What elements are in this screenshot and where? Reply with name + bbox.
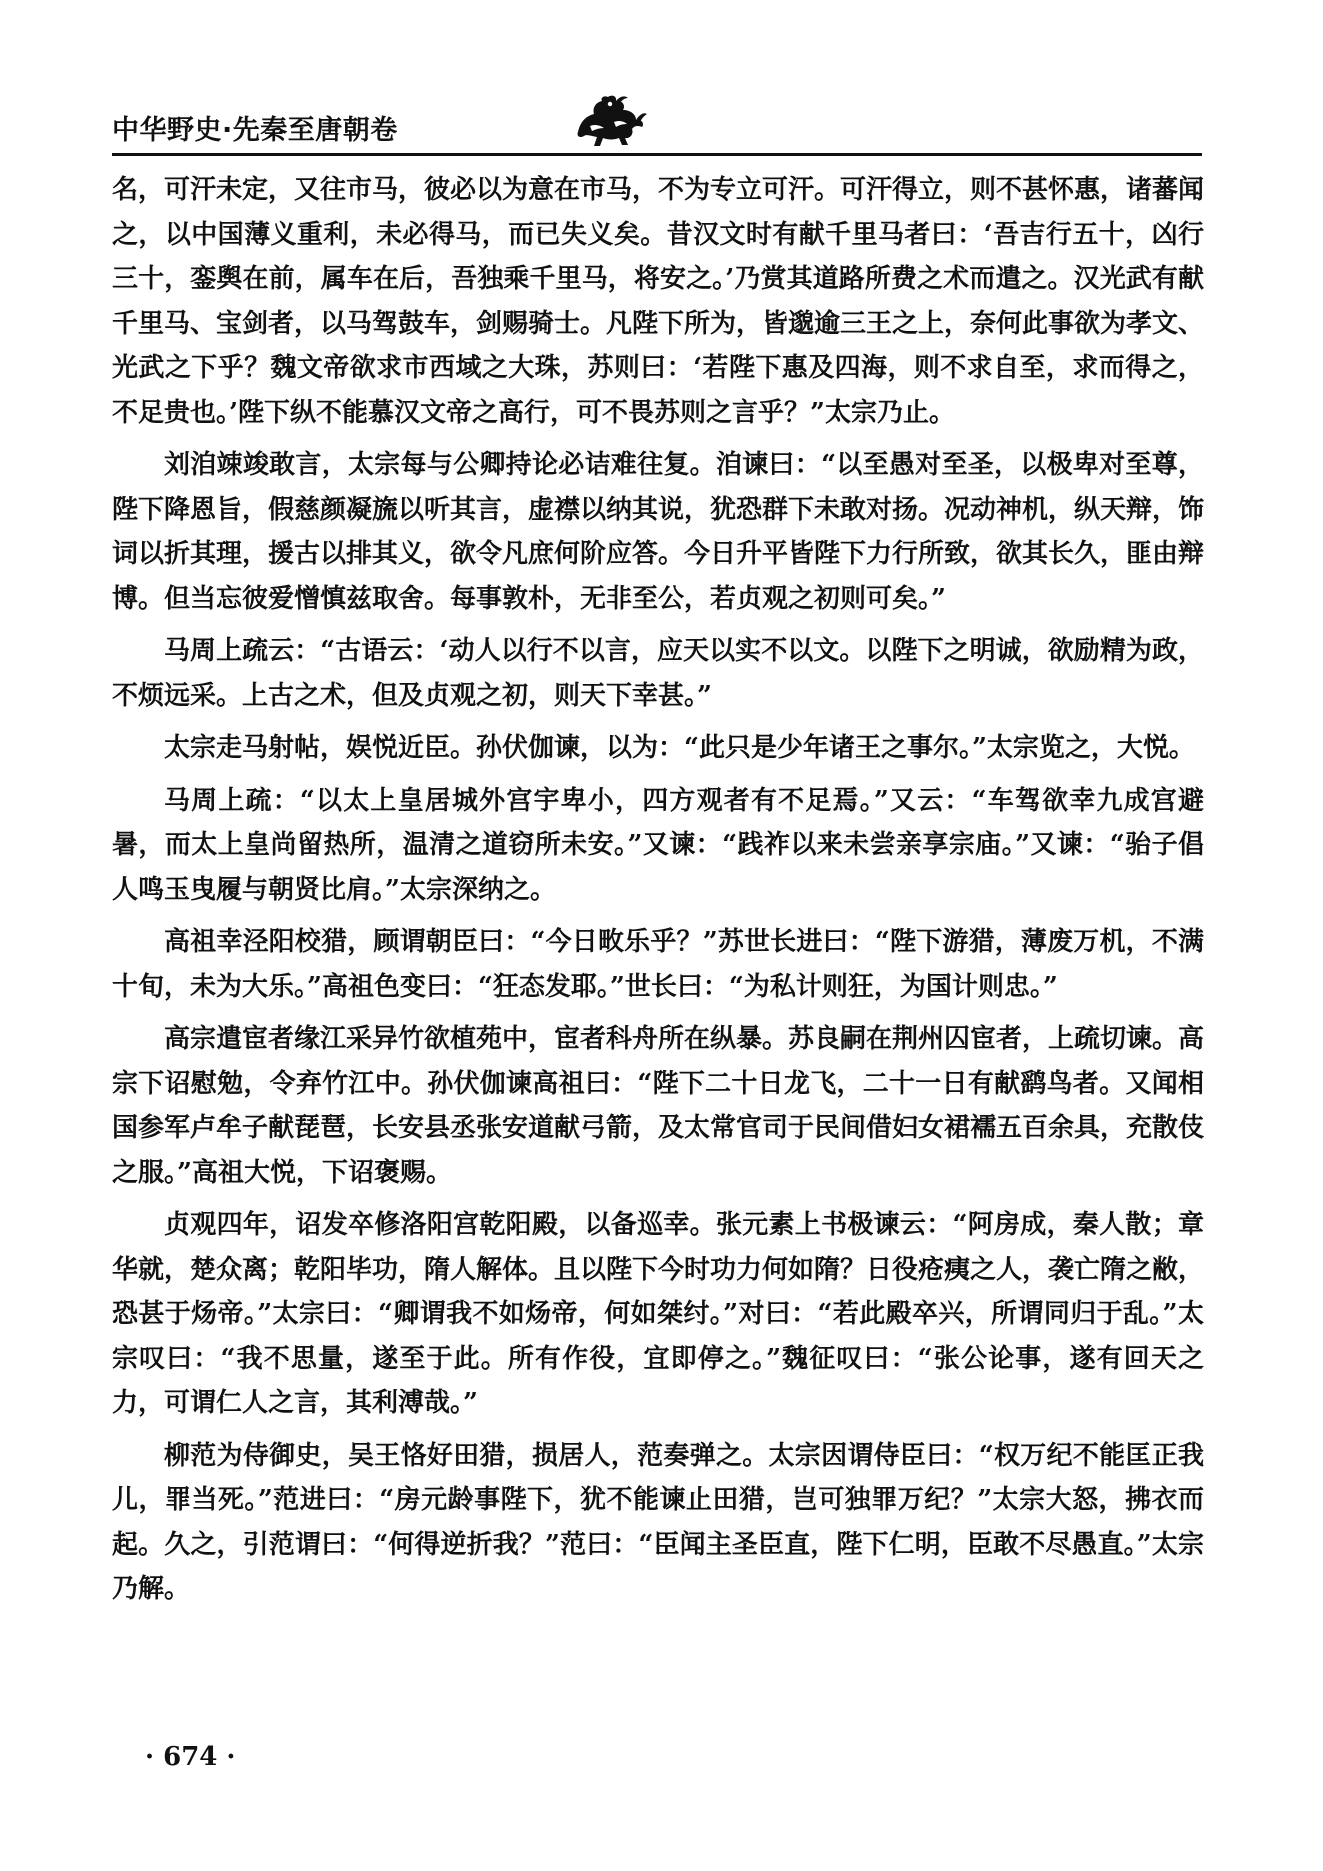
paragraph: 柳范为侍御史，吴王恪好田猎，损居人，范奏弹之。太宗因谓侍臣曰：“权万纪不能匡正我儿，罪当死。”范进曰：“房元龄事陛下，犹不能谏止田猎，岂可独罪万纪？”太宗大怒，拂衣而起。久之，引范谓曰：“何得逆折我？”范曰：“臣闻主圣臣直，陛下仁明，臣敢不尽愚直。”太宗乃解。 (112, 1440, 1204, 1604)
header-rule (112, 153, 1202, 156)
body-text (112, 168, 1204, 1620)
paragraph: 贞观四年，诏发卒修洛阳宫乾阳殿，以备巡幸。张元素上书极谏云：“阿房成，秦人散；章华就，楚众离；乾阳毕功，隋人解体。且以陛下今时功力何如隋？日役疮痍之人，袭亡隋之敝，恐甚于炀帝。”太宗曰：“卿谓我不如炀帝，何如桀纣。”对曰：“若此殿卒兴，所谓同归于乱。”太宗叹曰：“我不思量，遂至于此。所有作役，宜即停之。”魏征叹曰：“张公论事，遂有回天之力，可谓仁人之言，其利溥哉。” (112, 1210, 1205, 1418)
paragraph: 太宗走马射帖，娱悦近臣。孙伏伽谏，以为：“此只是少年诸王之事尔。”太宗览之，大悦。 (164, 733, 1195, 763)
paragraph: 高宗遣宦者缘江采异竹欲植苑中，宦者科舟所在纵暴。苏良嗣在荆州囚宦者，上疏切谏。高宗下诏慰勉，令弃竹江中。孙伏伽谏高祖曰：“陛下二十日龙飞，二十一日有献鹞鸟者。又闻相国参军卢牟子献琵琶，长安县丞张安道献弓箭，及太常官司于民间借妇女裙襦五百余具，充散伎之服。”高祖大悦，下诏褒赐。 (112, 1024, 1205, 1188)
paragraph: 刘洎竦竣敢言，太宗每与公卿持论必诘难往复。洎谏曰：“以至愚对至圣，以极卑对至尊，陛下降恩旨，假慈颜凝旒以听其言，虚襟以纳其说，犹恐群下未敢对扬。况动神机，纵天辩，饰词以折其理，援古以排其义，欲令凡庶何阶应答。今日升平皆陛下力行所致，欲其长久，匪由辩博。但当忘彼爱憎慎兹取舍。每事敦朴，无非至公，若贞观之初则可矣。” (112, 450, 1205, 614)
paragraph: 高祖幸泾阳校猎，顾谓朝臣曰：“今日畋乐乎？”苏世长进曰：“陛下游猎，薄废万机，不满十旬，未为大乐。”高祖色变曰：“狂态发耶。”世长曰：“为私计则狂，为国计则忠。” (112, 927, 1204, 1002)
paragraph: 马周上疏云：“古语云：‘动人以行不以言，应天以实不以文。以陛下之明诚，欲励精为政，不烦远采。上古之术，但及贞观之初，则天下幸甚。” (112, 636, 1204, 711)
paragraph: 马周上疏：“以太上皇居城外宫宇卑小，四方观者有不足焉。”又云：“车驾欲幸九成宫避暑，而太上皇尚留热所，温清之道窃所未安。”又谏：“践祚以来未尝亲享宗庙。”又谏：“骀子倡人鸣玉曳履与朝贤比肩。”太宗深纳之。 (112, 785, 1204, 905)
page-number: · 674 · (145, 1742, 236, 1772)
paragraph: 名，可汗未定，又往市马，彼必以为意在市马，不为专立可汗。可汗得立，则不甚怀惠，诸蕃闻之，以中国薄义重利，未必得马，而已失义矣。昔汉文时有献千里马者曰：‘吾吉行五十，凶行三十，銮舆在前，属车在后，吾独乘千里马，将安之。’乃赏其道路所费之术而遣之。汉光武有献千里马、宝剑者，以马驾鼓车，剑赐骑士。凡陛下所为，皆邈逾三王之上，奈何此事欲为孝文、光武之下乎？魏文帝欲求市西域之大珠，苏则曰：‘若陛下惠及四海，则不求自至，求而得之，不足贵也。’陛下纵不能慕汉文帝之高行，可不畏苏则之言乎？”太宗乃止。 (112, 175, 1205, 428)
running-header (112, 100, 1212, 160)
book-title: 中华野史·先秦至唐朝卷 (112, 115, 398, 146)
dragon-emblem-icon (570, 92, 648, 150)
